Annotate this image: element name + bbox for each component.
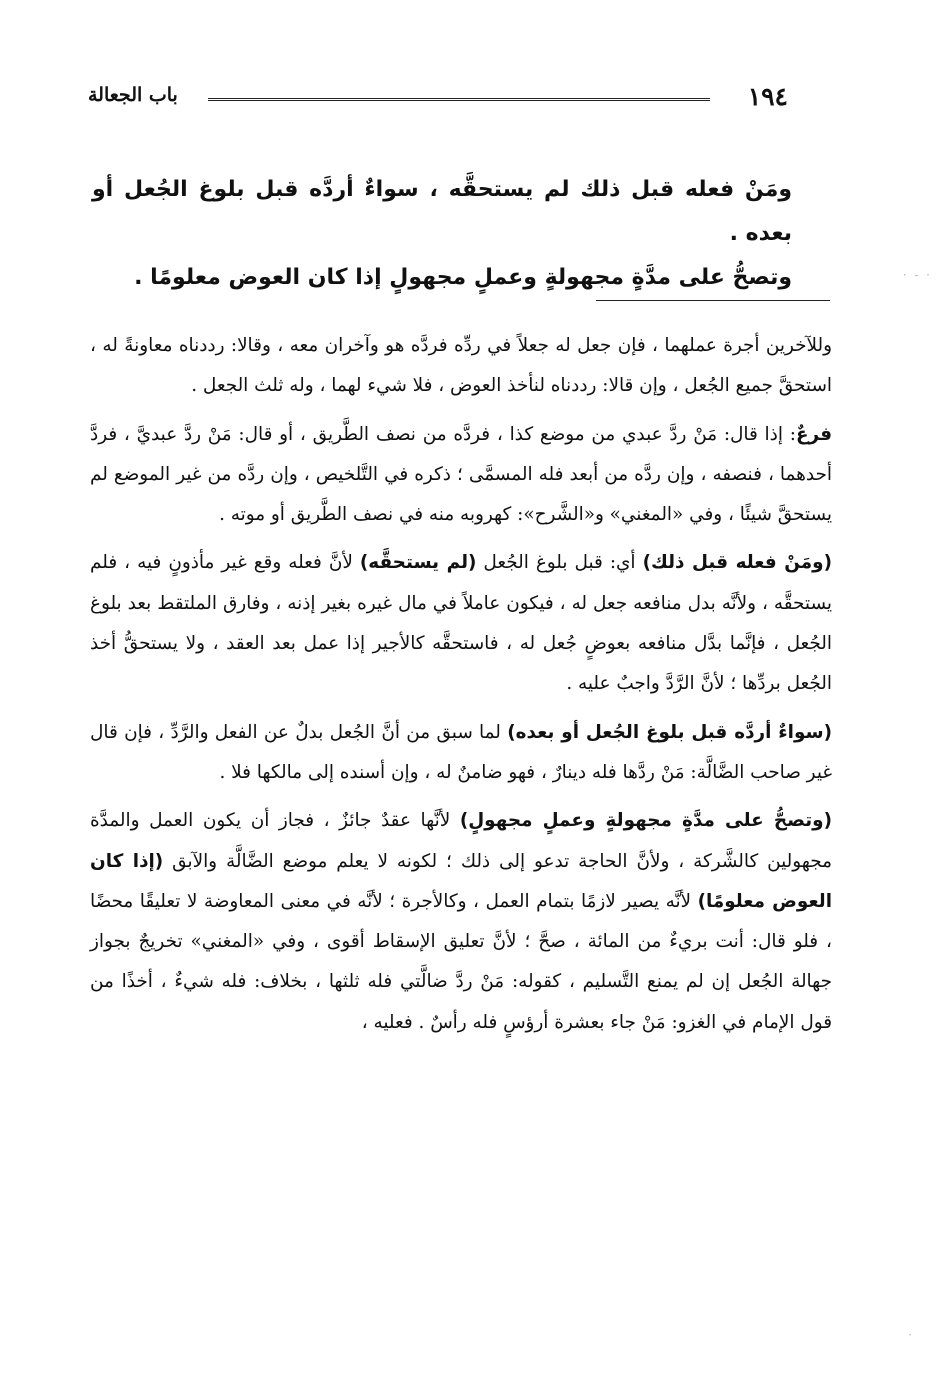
matn-text bbox=[92, 168, 792, 300]
margin-mark: · bbox=[908, 1328, 914, 1342]
margin-mark: · - · bbox=[902, 268, 932, 282]
commentary bbox=[90, 326, 832, 1051]
commentary-paragraph bbox=[90, 543, 832, 704]
page-header bbox=[88, 82, 788, 122]
quoted-matn: (سواءٌ أردَّه قبل بلوغ الجُعل أو بعده) bbox=[507, 721, 832, 743]
running-title: باب الجعالة bbox=[88, 84, 178, 106]
matn-line: وتصحُّ على مدَّةٍ مجهولةٍ وعملٍ مجهولٍ إذا كان العوض معلومًا . bbox=[134, 265, 792, 290]
separator-rule bbox=[596, 300, 830, 301]
quoted-matn: (إذا كان العوض معلومًا) bbox=[90, 850, 832, 912]
paragraph-text: لما سبق من أنَّ الجُعل بدلٌ عن الفعل والرَّدِّ ، فإن قال غير صاحب الضَّالَّة: مَنْ ردَّها فله دينارٌ ، فهو ضامنٌ له ، وإن أسنده إلى مالكها فلا . bbox=[90, 721, 832, 783]
paragraph-text: لأنَّ فعله وقع غير مأذونٍ فيه ، فلم يستحقَّه ، ولأنَّه بدل منافعه جعل له ، فيكون عاملاً في مال غيره بغير إذنه ، وفارق الملتقط بعد بلوغ الجُعل ، فإنَّما بدَّل منافعه بعوضٍ جُعل له ، فاستحقَّه كالأجير إذا عمل بعد العقد ، ولا يستحقُّ أخذ الجُعل بردِّها ؛ لأنَّ الرَّدَّ واجبٌ عليه . bbox=[90, 552, 832, 695]
quoted-matn: (ومَنْ فعله قبل ذلك) bbox=[642, 552, 833, 574]
commentary-paragraph bbox=[90, 415, 832, 536]
paragraph-text: لأنَّه يصير لازمًا بتمام العمل ، وكالأجرة ؛ لأنَّه في معنى المعاوضة لا تعليقًا محضًا ، فلو قال: أنت بريءٌ من المائة ، صحَّ ؛ لأنَّ تعليق الإسقاط أقوى ، وفي «المغني» تخريجٌ بجواز جهالة الجُعل إن لم يمنع التَّسليم ، كقوله: مَنْ ردَّ ضالَّتي فله ثلثها ، بخلاف: فله شيءٌ ، أخذًا من قول الإمام في الغزو: مَنْ جاء بعشرة أرؤسٍ فله رأسٌ . فعليه ، bbox=[90, 890, 832, 1033]
quoted-matn: (وتصحُّ على مدَّةٍ مجهولةٍ وعملٍ مجهولٍ) bbox=[459, 810, 832, 832]
header-rule bbox=[208, 98, 710, 101]
commentary-paragraph bbox=[90, 801, 832, 1043]
paragraph-text: لأنَّها عقدٌ جائزٌ ، فجاز أن يكون العمل والمدَّة مجهولين كالشَّركة ، ولأنَّ الحاجة تدعو إلى ذلك ؛ لكونه لا يعلم موضع الضَّالَّة والآبق bbox=[90, 810, 832, 872]
commentary-paragraph bbox=[90, 713, 832, 794]
branch-label: فرعٌ bbox=[795, 423, 832, 445]
paragraph-text: : إذا قال: مَنْ ردَّ عبدي من موضع كذا ، فردَّه من نصف الطَّريق ، أو قال: مَنْ ردَّ عبديَّ ، فردَّ أحدهما ، فنصفه ، وإن ردَّه من أبعد فله المسمَّى ؛ ذكره في التَّلخيص ، وإن ردَّه من غير الموضع لم يستحقَّ شيئًا ، وفي «المغني» و«الشَّرح»: كهروبه منه في نصف الطَّريق أو موته . bbox=[90, 423, 832, 526]
page-number: ١٩٤ bbox=[747, 82, 788, 111]
commentary-paragraph: وللآخرين أجرة عملهما ، فإن جعل له جعلاً في ردِّه فردَّه هو وآخران معه ، وقالا: رددناه معاونةً له ، استحقَّ جميع الجُعل ، وإن قالا: رددناه لنأخذ العوض ، فلا شيء لهما ، وله ثلث الجعل . bbox=[90, 335, 832, 397]
matn-line: ومَنْ فعله قبل ذلك لم يستحقَّه ، سواءٌ أردَّه قبل بلوغ الجُعل أو بعده . bbox=[92, 177, 792, 246]
paragraph-text: أي: قبل بلوغ الجُعل bbox=[476, 552, 643, 574]
quoted-matn: (لم يستحقَّه) bbox=[359, 552, 477, 574]
